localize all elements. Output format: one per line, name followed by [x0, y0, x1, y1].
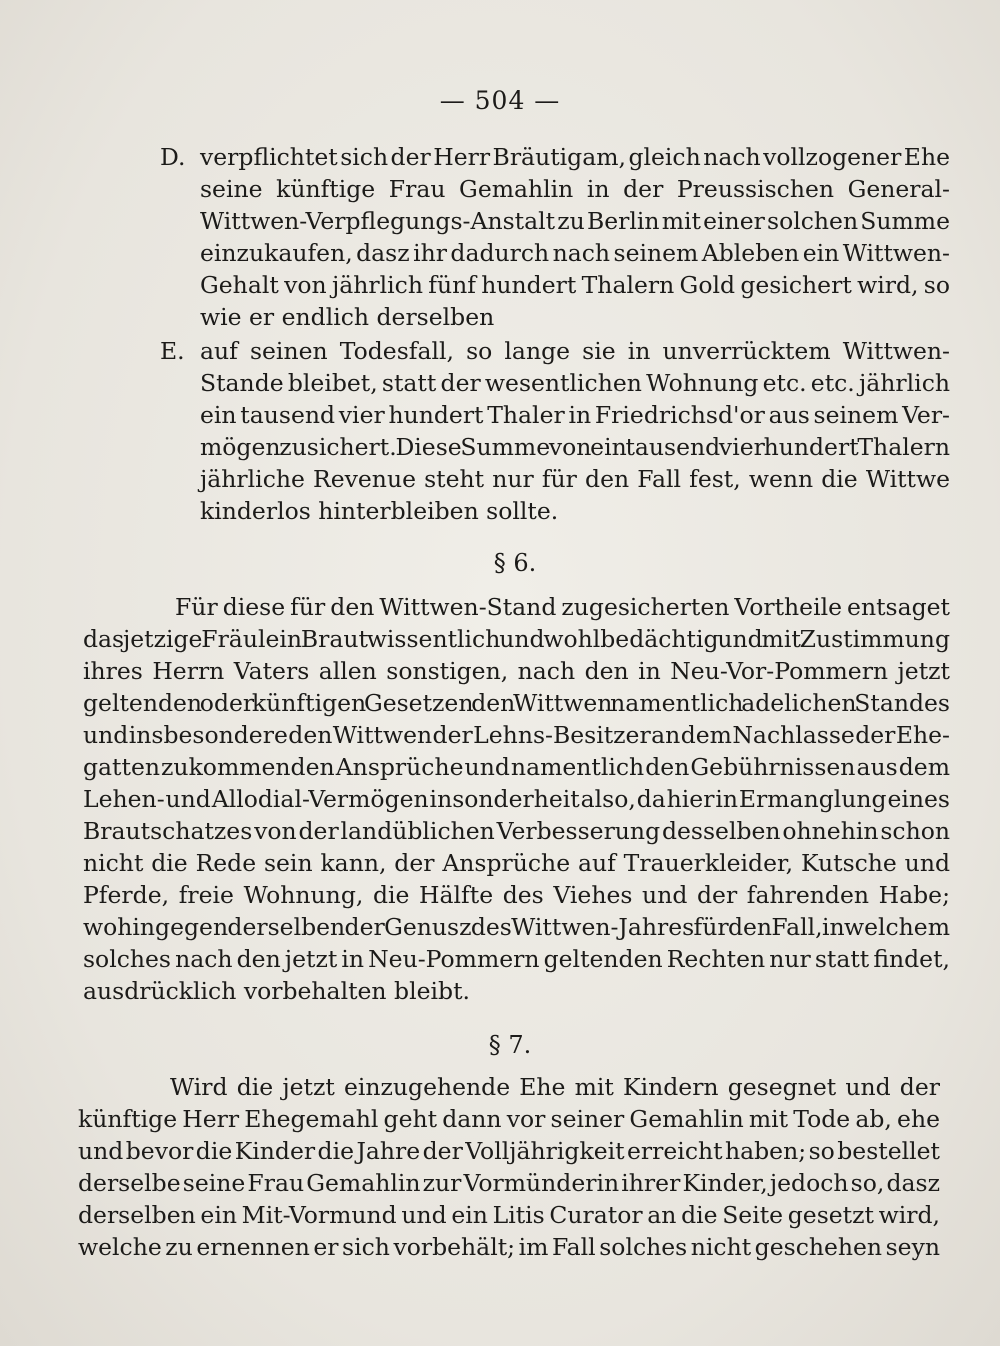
section-7-line-6: welche zu ernennen er sich vorbehält; im Fall solches nicht geschehen seyn — [78, 1233, 940, 1261]
item-e-line-1: auf seinen Todesfall, so lange sie in unverrücktem Wittwen- — [200, 337, 950, 365]
section-6-line-13: ausdrücklich vorbehalten bleibt. — [83, 977, 470, 1005]
section-6-line-8: Brautschatzes von der landüblichen Verbesserung desselben ohnehin schon — [83, 817, 950, 845]
section-7-line-4: derselbe seine Frau Gemahlin zur Vormünderin ihrer Kinder, jedoch so, dasz — [78, 1169, 940, 1197]
item-e-line-2: Stande bleibet, statt der wesentlichen Wohnung etc. etc. jährlich — [200, 369, 950, 397]
section-6-heading: § 6. — [493, 549, 537, 577]
section-7-line-3: und bevor die Kinder die Jahre der Volljährigkeit erreicht haben; so bestellet — [78, 1137, 940, 1165]
item-e-line-4: mögen zusichert. Diese Summe von ein tausend vier hundert Thalern — [200, 433, 950, 461]
item-d-line-6: wie er endlich derselben — [200, 303, 495, 331]
section-6-line-6: gatten zukommenden Ansprüche und namentlich den Gebührnissen aus dem — [83, 753, 950, 781]
section-7-line-1: Wird die jetzt einzugehende Ehe mit Kindern gesegnet und der — [170, 1073, 940, 1101]
section-6-line-4: geltenden oder künftigen Gesetzen den Wittwen namentlich adelichen Standes — [83, 689, 950, 717]
item-d-line-2: seine künftige Frau Gemahlin in der Preussischen General- — [200, 175, 950, 203]
item-d-line-4: einzukaufen, dasz ihr dadurch nach seinem Ableben ein Wittwen- — [200, 239, 950, 267]
section-6-line-12: solches nach den jetzt in Neu-Pommern geltenden Rechten nur statt findet, — [83, 945, 950, 973]
item-d-marker: D. — [160, 143, 186, 171]
item-d-line-3: Wittwen-Verpflegungs-Anstalt zu Berlin mit einer solchen Summe — [200, 207, 950, 235]
section-7-line-2: künftige Herr Ehegemahl geht dann vor seiner Gemahlin mit Tode ab, ehe — [78, 1105, 940, 1133]
section-7-heading: § 7. — [488, 1031, 532, 1059]
item-e-marker: E. — [160, 337, 185, 365]
item-d-line-1: verpflichtet sich der Herr Bräutigam, gleich nach vollzogener Ehe — [200, 143, 950, 171]
page-number: — 504 — — [439, 86, 561, 115]
section-7-line-5: derselben ein Mit-Vormund und ein Litis Curator an die Seite gesetzt wird, — [78, 1201, 940, 1229]
section-6-line-1: Für diese für den Wittwen-Stand zugesicherten Vortheile entsaget — [175, 593, 950, 621]
item-e-line-3: ein tausend vier hundert Thaler in Friedrichsd'or aus seinem Ver- — [200, 401, 950, 429]
section-6-line-9: nicht die Rede sein kann, der Ansprüche auf Trauerkleider, Kutsche und — [83, 849, 950, 877]
item-e-line-5: jährliche Revenue steht nur für den Fall fest, wenn die Wittwe — [200, 465, 950, 493]
item-e-line-6: kinderlos hinterbleiben sollte. — [200, 497, 559, 525]
section-6-line-3: ihres Herrn Vaters allen sonstigen, nach den in Neu-Vor-Pommern jetzt — [83, 657, 950, 685]
section-6-line-2: das jetzige Fräulein Braut wissentlich und wohlbedächtig und mit Zustimmung — [83, 625, 950, 653]
section-6-line-11: wohingegen derselben der Genusz des Wittwen-Jahres für den Fall, in welchem — [83, 913, 950, 941]
section-6-line-5: und insbesondere den Wittwen der Lehns-Besitzer an dem Nachlasse der Ehe- — [83, 721, 950, 749]
item-d-line-5: Gehalt von jährlich fünf hundert Thalern Gold gesichert wird, so — [200, 271, 950, 299]
section-6-line-10: Pferde, freie Wohnung, die Hälfte des Viehes und der fahrenden Habe; — [83, 881, 950, 909]
section-6-line-7: Lehen- und Allodial-Vermögen insonderheit also, da hier in Ermanglung eines — [83, 785, 950, 813]
